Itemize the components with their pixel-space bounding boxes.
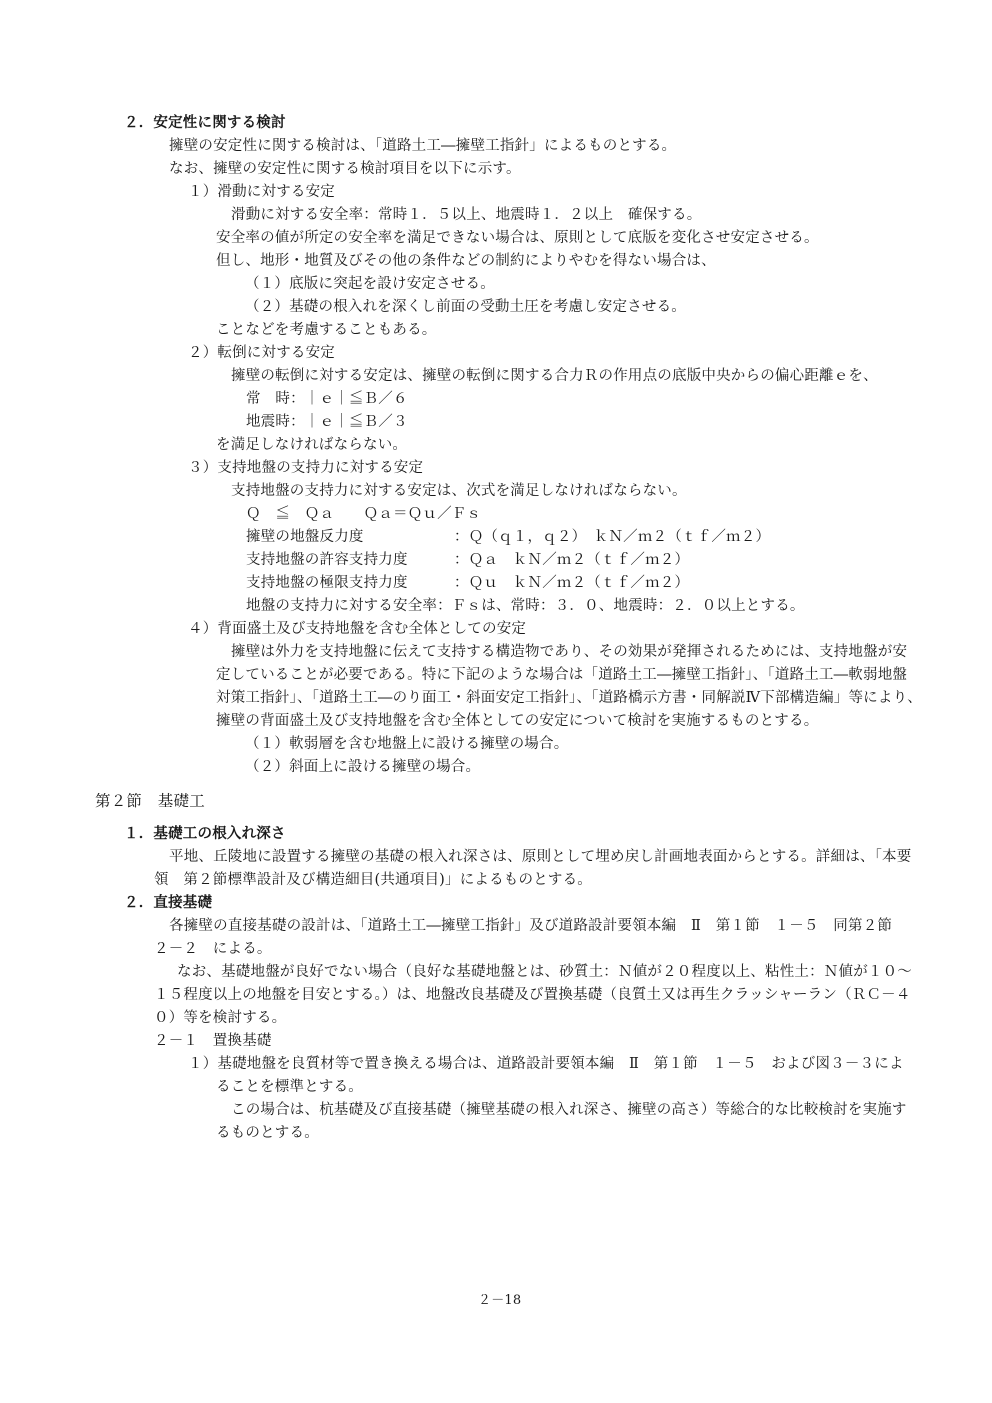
paragraph-line: 領 第２節標準設計及び構造細目(共通項目)」によるものとする。 — [154, 872, 593, 888]
page-number: ２－18 — [478, 1293, 522, 1308]
sub-list-item: （２）斜面上に設ける擁壁の場合。 — [245, 759, 481, 775]
section-1-heading: １．基礎工の根入れ深さ — [124, 825, 286, 842]
paragraph-line: ２－２ による。 — [154, 941, 272, 957]
paragraph-line: 各擁壁の直接基礎の設計は、「道路土工―擁壁工指針」及び道路設計要領本編 Ⅱ 第１節 １－５ 同第２節 — [169, 918, 893, 934]
formula-line: 地震時：｜ｅ｜≦Ｂ／３ — [246, 414, 408, 430]
paragraph-line: この場合は、杭基礎及び直接基礎（擁壁基礎の根入れ深さ、擁壁の高さ）等総合的な比較検討を実施す — [231, 1102, 907, 1118]
paragraph-line: 平地、丘陵地に設置する擁壁の基礎の根入れ深さは、原則として埋め戻し計画地表面からとする。詳細は、「本要 — [169, 849, 912, 865]
paragraph-line: ことなどを考慮することもある。 — [216, 322, 437, 338]
paragraph-line: 擁壁は外力を支持地盤に伝えて支持する構造物であり、その効果が発揮されるためには、支持地盤が安 — [231, 644, 908, 660]
sub-list-item: （１）軟弱層を含む地盤上に設ける擁壁の場合。 — [245, 736, 569, 752]
section-2-heading: ２．安定性に関する検討 — [124, 114, 286, 131]
formula-line: 常 時：｜ｅ｜≦Ｂ／６ — [246, 391, 408, 407]
definition-term: 支持地盤の極限支持力度 — [246, 575, 408, 591]
paragraph-line: なお、基礎地盤が良好でない場合（良好な基礎地盤とは、砂質土：Ｎ値が２０程度以上、粘性土：Ｎ値が１０～ — [177, 964, 912, 980]
paragraph-line: るものとする。 — [216, 1125, 319, 1141]
paragraph-line: を満足しなければならない。 — [216, 437, 408, 453]
paragraph-line: 対策工指針」、「道路土工―のり面工・斜面安定工指針」、「道路橋示方書・同解説Ⅳ下部構造編」等により、 — [216, 690, 922, 706]
sub-list-item: （１）底版に突起を設け安定させる。 — [245, 276, 495, 292]
chapter-heading: 第２節 基礎工 — [95, 792, 205, 810]
definition-value: ：Ｑ（ｑ１，ｑ２） ｋＮ／ｍ２（ｔｆ／ｍ２） — [454, 529, 771, 545]
subsection-heading: ２－１ 置換基礎 — [154, 1033, 272, 1049]
paragraph-line: １５程度以上の地盤を目安とする。）は、地盤改良基礎及び置換基礎（良質土又は再生クラッシャーラン（ＲＣ－４ — [154, 987, 911, 1003]
paragraph-line: 地盤の支持力に対する安全率：Ｆｓは、常時：３．０、地震時：２．０以上とする。 — [246, 598, 805, 614]
definition-value: ：Ｑｕ ｋＮ／ｍ２（ｔｆ／ｍ２） — [454, 575, 690, 591]
paragraph-line: ることを標準とする。 — [216, 1079, 363, 1095]
item-3-heading: ３）支持地盤の支持力に対する安定 — [188, 460, 424, 476]
item-1-heading: １）滑動に対する安定 — [188, 184, 335, 200]
item-2-heading: ２）転倒に対する安定 — [188, 345, 335, 361]
definition-term: 支持地盤の許容支持力度 — [246, 552, 408, 568]
formula-line: Ｑ ≦ Ｑａ Ｑａ＝Ｑｕ／Ｆｓ — [246, 506, 482, 522]
paragraph-line: 但し、地形・地質及びその他の条件などの制約によりやむを得ない場合は、 — [216, 253, 716, 269]
paragraph-line: ０）等を検討する。 — [154, 1010, 287, 1026]
paragraph-line: 擁壁の背面盛土及び支持地盤を含む全体としての安定について検討を実施するものとする。 — [216, 713, 819, 729]
paragraph-line: 支持地盤の支持力に対する安定は、次式を満足しなければならない。 — [231, 483, 687, 499]
paragraph-line: １）基礎地盤を良質材等で置き換える場合は、道路設計要領本編 Ⅱ 第１節 １－５ および図３－３によ — [188, 1056, 904, 1072]
paragraph-line: 定していることが必要である。特に下記のような場合は「道路土工―擁壁工指針」、「道路土工―軟弱地盤 — [216, 667, 908, 683]
paragraph-line: なお、擁壁の安定性に関する検討項目を以下に示す。 — [169, 161, 521, 177]
definition-value: ：Ｑａ ｋＮ／ｍ２（ｔｆ／ｍ２） — [454, 552, 690, 568]
sub-list-item: （２）基礎の根入れを深くし前面の受動土圧を考慮し安定させる。 — [245, 299, 686, 315]
paragraph-line: 安全率の値が所定の安全率を満足できない場合は、原則として底版を変化させ安定させる。 — [216, 230, 819, 246]
item-4-heading: ４）背面盛土及び支持地盤を含む全体としての安定 — [188, 621, 527, 637]
paragraph-line: 滑動に対する安全率：常時１．５以上、地震時１．２以上 確保する。 — [231, 207, 702, 223]
paragraph-line: 擁壁の安定性に関する検討は、「道路土工―擁壁工指針」によるものとする。 — [169, 138, 677, 154]
paragraph-line: 擁壁の転倒に対する安定は、擁壁の転倒に関する合力Ｒの作用点の底版中央からの偏心距離ｅを、 — [231, 368, 878, 384]
section-2b-heading: ２．直接基礎 — [124, 894, 213, 911]
definition-term: 擁壁の地盤反力度 — [246, 529, 364, 545]
